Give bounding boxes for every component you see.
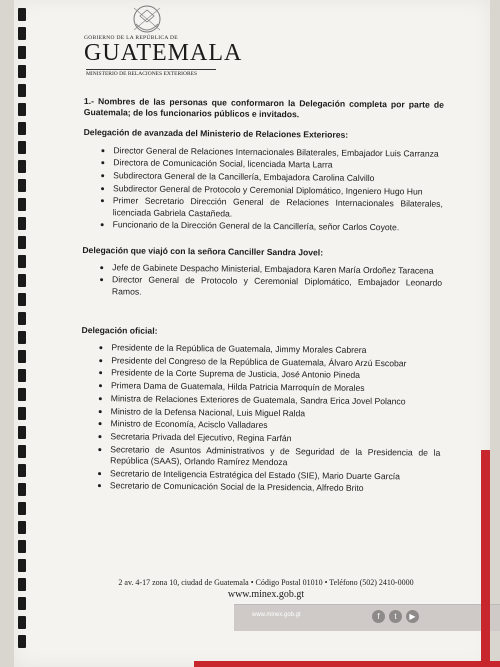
binding-hole [18, 331, 26, 344]
intro-paragraph: 1.- Nombres de las personas que conformaron la Delegación completa por parte de Guatemala; de los funcionarios públicos e invitados. [83, 96, 444, 120]
red-cover-bottom [194, 661, 500, 667]
list-item: • Primera Dama de Guatemala, Hilda Patricia Marroquín de Morales [111, 380, 441, 395]
binding-hole [18, 578, 26, 591]
binding-hole [18, 293, 26, 306]
list-item: • Presidente del Congreso de la República de Guatemala, Álvaro Arzú Escobar [111, 355, 441, 370]
government-line: GOBIERNO DE LA REPÚBLICA DE [84, 35, 178, 41]
binding-hole [18, 635, 26, 648]
binding-hole [18, 483, 26, 496]
binding-hole [18, 369, 26, 382]
list-item: • Jefe de Gabinete Despacho Ministerial, Embajadora Karen María Ordoñez Taracena [112, 262, 442, 277]
binding-hole [18, 160, 26, 173]
list-item: • Director General de Protocolo y Ceremonial Diplomático, Embajador Leonardo Ramos. [112, 275, 442, 301]
facebook-icon: f [372, 610, 385, 623]
binding-hole [18, 141, 26, 154]
letterhead [74, 2, 243, 82]
list-item: • Secretario de Inteligencia Estratégica del Estado (SIE), Mario Duarte García [110, 468, 440, 483]
binding-hole [18, 65, 26, 78]
binding-hole [18, 255, 26, 268]
binding-hole [18, 217, 26, 230]
list-item: • Ministra de Relaciones Exteriores de Guatemala, Sandra Erica Jovel Polanco [111, 393, 441, 408]
binding-hole [18, 407, 26, 420]
binding-hole [18, 103, 26, 116]
list-item: • Subdirector General de Protocolo y Ceremonial Diplomático, Ingeniero Hugo Hun [113, 183, 443, 198]
binding-hole [18, 388, 26, 401]
binding-hole [18, 502, 26, 515]
footer-address: 2 av. 4-17 zona 10, ciudad de Guatemala • Código Postal 01010 • Teléfono (502) 2410-0000 [118, 578, 414, 587]
social-icons [372, 610, 419, 623]
spiral-binding [16, 8, 30, 658]
list-item: • Secretario de Comunicación Social de la Presidencia, Alfredo Brito [110, 481, 440, 496]
binding-hole [18, 464, 26, 477]
binding-hole [18, 350, 26, 363]
binding-hole [18, 27, 26, 40]
twitter-icon: t [389, 610, 402, 623]
list [80, 342, 442, 495]
binding-hole [18, 445, 26, 458]
footer-website: www.minex.gob.gt [227, 589, 305, 600]
coat-of-arms-icon [128, 2, 166, 36]
binding-hole [18, 312, 26, 325]
binding-hole [18, 274, 26, 287]
binding-hole [18, 236, 26, 249]
banner-website: www.minex.gob.gt [252, 612, 301, 618]
binding-hole [18, 122, 26, 135]
binding-hole [18, 8, 26, 21]
list-item: • Ministro de la Defensa Nacional, Luis Miguel Ralda [111, 406, 441, 421]
document-page [14, 0, 490, 667]
binding-hole [18, 540, 26, 553]
binding-hole [18, 46, 26, 59]
list [83, 145, 444, 235]
section-title: Delegación que viajó con la señora Canciller Sandra Jovel: [82, 244, 324, 258]
binding-hole [18, 597, 26, 610]
list-item: • Presidente de la República de Guatemala, Jimmy Morales Cabrera [111, 342, 441, 357]
list-item: • Secretario de Asuntos Administrativos y de Seguridad de la Presidencia de la República (SAAS), Orlando Ramírez Mendoza [110, 444, 440, 470]
list-item: • Presidente de la Corte Suprema de Justicia, José Antonio Pineda [111, 368, 441, 383]
list [82, 262, 442, 301]
youtube-icon: ▶ [406, 610, 419, 623]
binding-hole [18, 179, 26, 192]
binding-hole [18, 84, 26, 97]
list-item: • Directora de Comunicación Social, licenciada Marta Larra [113, 158, 443, 173]
country-title: GUATEMALA [84, 40, 243, 66]
list-item: • Primer Secretario Dirección General de Relaciones Internacionales Bilaterales, licenciada Gabriela Castañeda. [113, 196, 443, 222]
list-item: • Director General de Relaciones Internacionales Bilaterales, Embajador Luis Carranza [113, 145, 443, 160]
binding-hole [18, 559, 26, 572]
binding-hole [18, 198, 26, 211]
ministry-name: MINISTERIO DE RELACIONES EXTERIORES [86, 69, 216, 77]
section-title: Delegación de avanzada del Ministerio de Relaciones Exteriores: [83, 127, 349, 141]
section-title: Delegación oficial: [81, 324, 158, 336]
list-item: • Ministro de Economía, Acisclo Valladares [111, 419, 441, 434]
red-cover-edge [481, 450, 490, 667]
list-item: • Subdirectora General de la Cancillería, Embajadora Carolina Calvillo [113, 170, 443, 185]
binding-hole [18, 521, 26, 534]
binding-hole [18, 426, 26, 439]
list-item: • Funcionario de la Dirección General de la Cancillería, señor Carlos Coyote. [113, 220, 443, 235]
footer [86, 578, 446, 600]
binding-hole [18, 616, 26, 629]
bottom-banner [234, 604, 500, 631]
list-item: • Secretaria Privada del Ejecutivo, Regina Farfán [110, 431, 440, 446]
document-body [80, 96, 444, 497]
